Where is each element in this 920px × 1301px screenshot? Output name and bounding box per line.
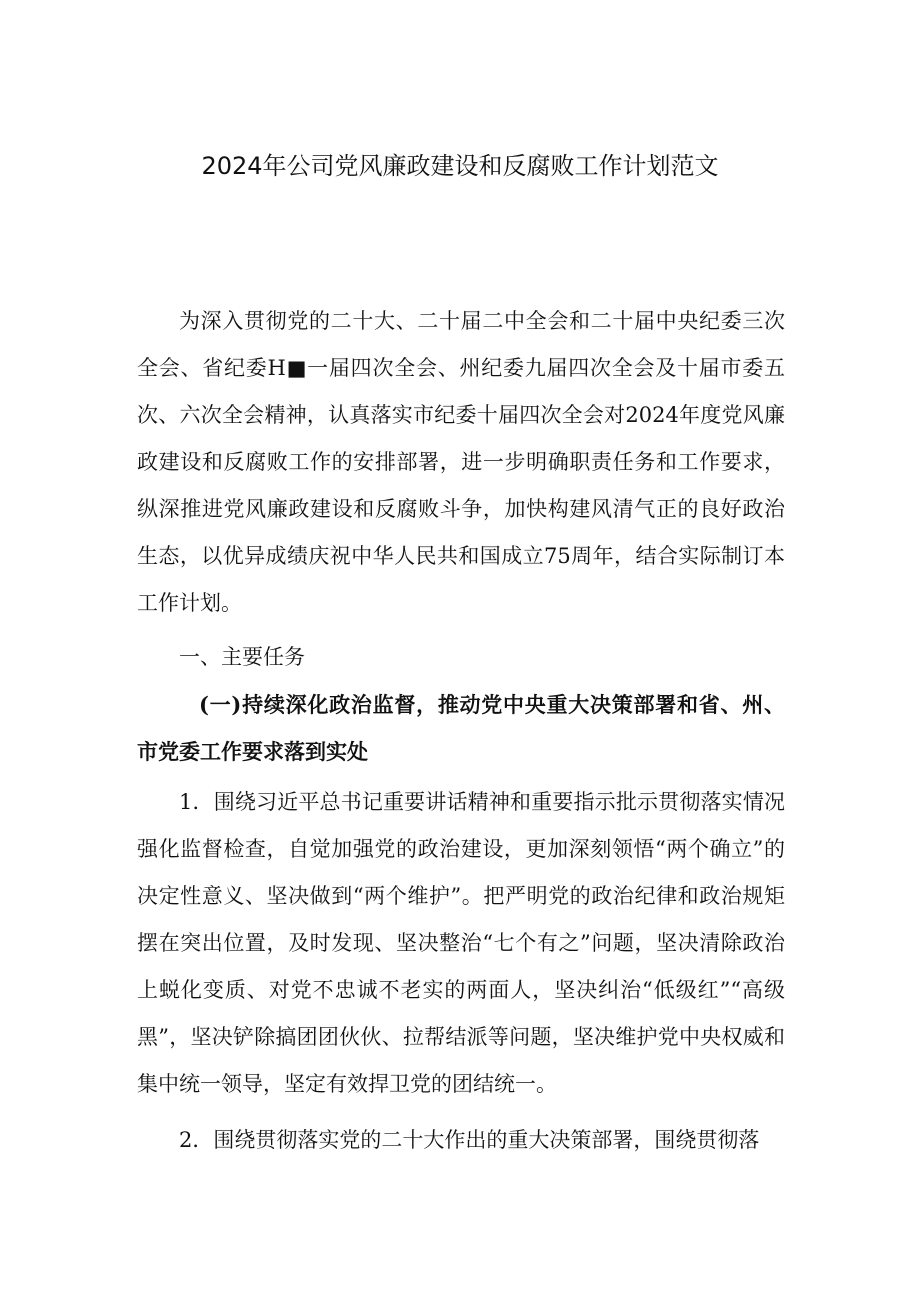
document-title: 2024年公司党风廉政建设和反腐败工作计划范文 [201, 152, 719, 180]
list-item-1: 1．围绕习近平总书记重要讲话精神和重要指示批示贯彻落实情况强化监督检查，自觉加强党的政治建设，更加深刻领悟“两个确立”的决定性意义、坚决做到“两个维护”。把严明党的政治纪律和政治规矩摆在突出位置，及时发现、坚决整治“七个有之”问题，坚决清除政治上蜕化变质、对党不忠诚不老实的两面人，坚决纠治“低级红”“高级黑”，坚决铲除搞团团伙伙、拉帮结派等问题，坚决维护党中央权威和集中统一领导，坚定有效捍卫党的团结统一。 [137, 790, 785, 1096]
subsection-heading: (一)持续深化政治监督，推动党中央重大决策部署和省、州、市党委工作要求落到实处 [137, 692, 785, 764]
intro-paragraph: 为深入贯彻党的二十大、二十届二中全会和二十届中央纪委三次全会、省纪委H■一届四次全会、州纪委九届四次全会及十届市委五次、六次全会精神，认真落实市纪委十届四次全会对2024年度党风廉政建设和反腐败工作的安排部署，进一步明确职责任务和工作要求，纵深推进党风廉政建设和反腐败斗争，加快构建风清气正的良好政治生态，以优异成绩庆祝中华人民共和国成立75周年，结合实际制订本工作计划。 [137, 309, 785, 615]
section-heading: 一、主要任务 [179, 645, 305, 669]
list-item-2: 2．围绕贯彻落实党的二十大作出的重大决策部署，围绕贯彻落 [179, 1128, 760, 1152]
